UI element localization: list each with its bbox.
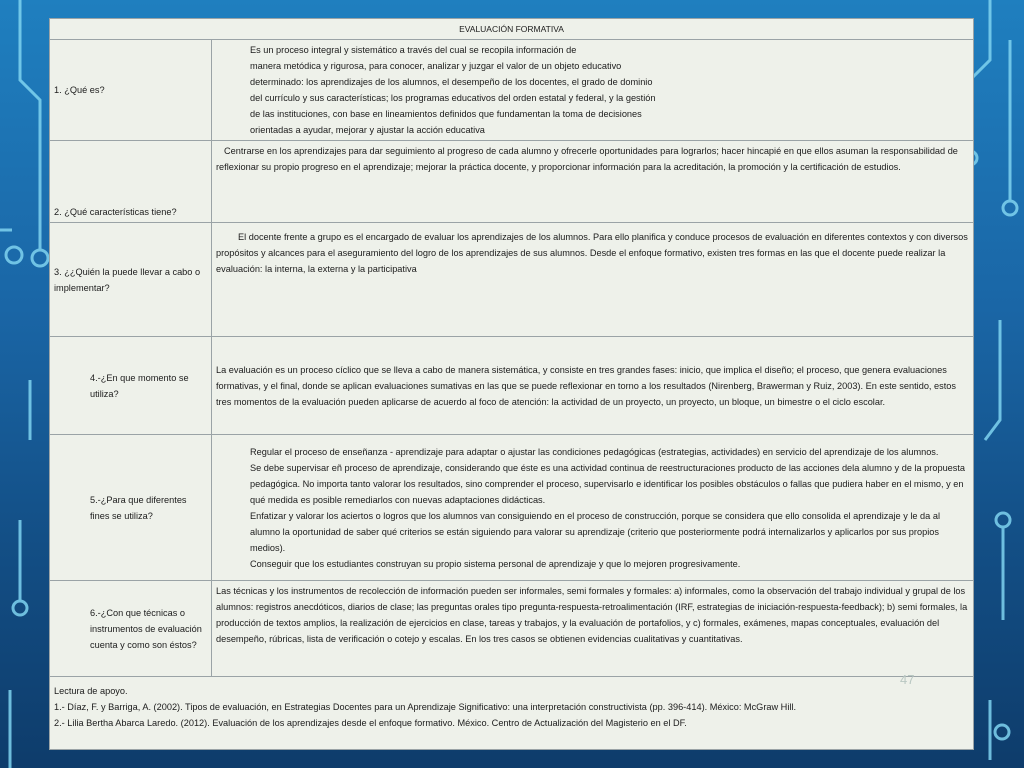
answer-line: Es un proceso integral y sistemático a través del cual se recopila información de: [250, 45, 577, 55]
answer-cell: [212, 581, 974, 677]
question-cell: [50, 223, 212, 337]
answer-line: determinado: los aprendizajes de los alumnos, el desempeño de los docentes, el grado de dominio: [250, 77, 653, 87]
question-cell: [50, 40, 212, 141]
answer-cell: [212, 435, 974, 581]
question-cell: [50, 337, 212, 435]
question-label: 6.-¿Con que técnicas o instrumentos de evaluación cuenta y como son éstos?: [90, 607, 202, 650]
reading-label: Lectura de apoyo.: [54, 686, 128, 696]
answer-line: del currículo y sus características; los programas educativos del orden estatal y federal, y la gestión: [250, 93, 656, 103]
question-cell: [50, 581, 212, 677]
answer-line: orientadas a ayudar, mejorar y ajustar la acción educativa: [250, 125, 485, 135]
question-label: 1. ¿Qué es?: [54, 85, 105, 95]
answer-cell: [212, 223, 974, 337]
answer-cell: [212, 141, 974, 223]
answer-paragraph: Conseguir que los estudiantes construyan su propio sistema personal de aprendizaje y que lo mejoren progresivamente.: [250, 558, 741, 569]
answer-paragraph: Centrarse en los aprendizajes para dar seguimiento al progreso de cada alumno y ofrecerle oportunidades para lograrlos; hacer hincapié en que ellos asuman la responsabilidad de reflexionar su propio progreso en el aprendizaje; mejorar la práctica docente, y proporcionar información para la acreditación, la promoción y la certificación de estudios.: [216, 146, 958, 172]
question-cell: [50, 141, 212, 223]
answer-cell: [212, 40, 974, 141]
question-label: 2. ¿Qué características tiene?: [54, 207, 177, 217]
answer-line: manera metódica y rigurosa, para conocer, analizar y juzgar el valor de un objeto educativo: [250, 61, 622, 71]
page-number: 47: [900, 672, 915, 687]
question-label: 5.-¿Para que diferentes fines se utiliza?: [90, 494, 187, 521]
question-cell: [50, 435, 212, 581]
answer-cell: [212, 337, 974, 435]
evaluation-table: [49, 18, 974, 750]
answer-paragraph: Se debe supervisar eñ proceso de aprendizaje, considerando que éste es una actividad continua de reestructuraciones producto de las acciones dela alumno y de la propuesta pedagógica. No importa tanto valorar los resultados, sino comprender el proceso, supervisarlo e identificar los posibles obstáculos o fallas que pudiera haber en el mismo, y en qué medida es posible remediarlos con nuevas adaptaciones didácticas.: [250, 462, 966, 505]
reference-item: 1.- Díaz, F. y Barriga, A. (2002). Tipos de evaluación, en Estrategias Docentes para un Aprendizaje Significativo: una interpretación constructivista (pp. 396-414). México: McGraw Hill.: [54, 702, 796, 712]
answer-paragraph: Enfatizar y valorar los aciertos o logros que los alumnos van consiguiendo en el proceso de construcción, porque se considera que ello consolida el aprendizaje y le da al alumno la oportunidad de saber qué criterios se están siguiendo para valorar su aprendizaje (criterio que posteriormente podrá internalizarlos y aplicarlos por sus propios medios).: [250, 510, 940, 553]
answer-paragraph: La evaluación es un proceso cíclico que se lleva a cabo de manera sistemática, y consiste en tres grandes fases: inicio, que implica el diseño; el proceso, que genera evaluaciones formativas, y el final, donde se aplican evaluaciones sumativas en las que se puede reflexionar en torno a los resultados (Nirenberg, Brawerman y Ruiz, 2003). En este sentido, estos tres momentos de la evaluación pueden aplicarse de acuerdo al foco de atención: la actividad de un proyecto, un proyecto, un bloque, un bimestre o el ciclo escolar.: [216, 364, 956, 407]
reference-item: 2.- Lilia Bertha Abarca Laredo. (2012). Evaluación de los aprendizajes desde el enfoque formativo. México. Centro de Actualización del Magisterio en el DF.: [54, 718, 687, 728]
table-title: EVALUACIÓN FORMATIVA: [50, 19, 974, 40]
question-label: 3. ¿¿Quién la puede llevar a cabo o implementar?: [54, 266, 201, 293]
answer-paragraph: El docente frente a grupo es el encargado de evaluar los aprendizajes de los alumnos. Para ello planifica y conduce procesos de evaluación en diferentes contextos y con diversos propósitos y alcances para el aseguramiento del logro de los aprendizajes de sus alumnos. Desde el enfoque formativo, existen tres formas en las que el docente puede realizar la evaluación: la interna, la externa y la participativa: [216, 232, 968, 274]
references-footer: [50, 677, 974, 750]
answer-paragraph: Las técnicas y los instrumentos de recolección de información pueden ser informales, semi formales y formales: a) informales, como la observación del trabajo individual y grupal de los alumnos: registros anecdóticos, diarios de clase; las preguntas orales tipo pregunta-respuesta-retroalimentación (IRF, estrategias de iniciación-respuesta-feedback); b) semi formales, la producción de textos amplios, la realización de ejercicios en clase, tareas y trabajos, y la evaluación de portafolios, y c) formales, exámenes, mapas conceptuales, evaluación del desempeño, rúbricas, lista de verificación o cotejo y escalas. En los tres casos se obtienen evidencias cualitativas y cuantitativas.: [216, 586, 968, 644]
question-label: 4.-¿En que momento se utiliza?: [90, 372, 189, 399]
answer-paragraph: Regular el proceso de enseñanza - aprendizaje para adaptar o ajustar las condiciones pedagógicas (estrategias, actividades) en servicio del aprendizaje de los alumnos.: [250, 446, 939, 457]
answer-line: de las instituciones, con base en lineamientos definidos que fundamentan la toma de decisiones: [250, 109, 642, 119]
